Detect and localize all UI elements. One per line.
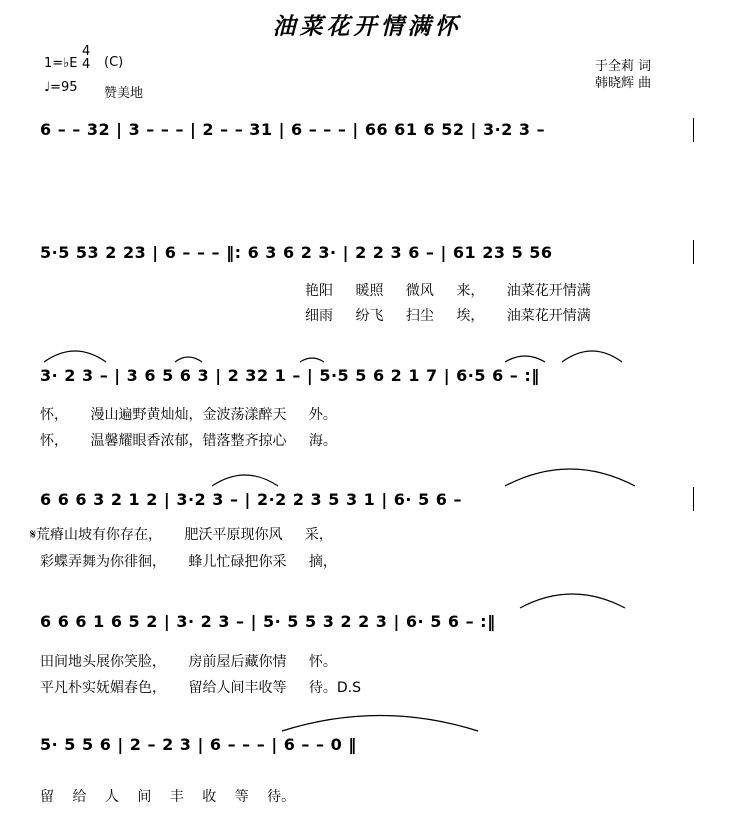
slur [505,356,545,362]
slur [300,358,324,362]
time-c: (C) [104,55,124,70]
system-4-lyrics-1: 𝄋荒瘠山坡有你存在， 肥沃平原现你风 采， [30,527,333,543]
system-6-notes: 5· 5 5 6 | 2 – 2 3 | 6 – – – | 6 – – 0 ‖ [40,735,357,754]
expression-mark: 赞美地 [104,86,144,101]
system-3-lyrics-1: 怀， 漫山遍野黄灿灿，金波荡漾醉天 外。 [40,407,337,423]
key-prefix: 1= [44,56,64,71]
slur [282,716,478,732]
system-2-lyrics-1: 艳阳 暖照 微风 来， 油菜花开情满 [305,283,591,299]
system-6-lyrics: 留 给 人 间 丰 收 等 待。 [40,789,296,805]
tempo-value: =95 [50,80,78,95]
slur [562,351,622,362]
quarter-note-icon: ♩ [44,80,51,95]
song-title: 油菜花开情满怀 [272,13,462,40]
system-4-lyrics-2: 彩蝶弄舞为你徘徊， 蜂儿忙碌把你采 摘， [40,554,337,570]
key-flat-e: ♭E [63,56,78,71]
system-1-notes: 6 – – 32 | 3 – – – | 2 – – 31 | 6 – – – | 66 61 6 52 | 3·2 3 – [40,120,546,139]
system-2-notes: 5·5 53 2 23 | 6 – – – ‖: 6 3 6 2 3· | 2 2 3 6 – | 61 23 5 56 [40,243,553,262]
system-2-lyrics-2: 细雨 纷飞 扫尘 埃， 油菜花开情满 [305,308,591,324]
system-4-notes: 6 6 6 3 2 1 2 | 3·2 3 – | 2·2 2 3 5 3 1 | 6· 5 6 – [40,490,462,509]
time-top: 4 [82,44,91,59]
system-5-notes: 6 6 6 1 6 5 2 | 3· 2 3 – | 5· 5 5 3 2 2 3 | 6· 5 6 – :‖ [40,612,496,631]
slur [44,351,106,362]
slur [505,469,635,486]
system-3-notes: 3· 2 3 – | 3 6 5 6 3 | 2 32 1 – | 5·5 5 6 2 1 7 | 6·5 6 – :‖ [40,366,540,385]
slur [212,475,278,486]
system-3-lyrics-2: 怀， 温馨耀眼香浓郁，错落整齐掠心 海。 [40,433,337,449]
time-bottom: 4 [82,57,91,72]
composer-credit: 韩晓辉 曲 [595,76,652,91]
slur [520,594,625,608]
system-5-lyrics-1: 田间地头展你笑脸， 房前屋后藏你情 怀。 [40,654,337,670]
lyricist-credit: 于全莉 词 [595,59,652,74]
system-5-lyrics-2: 平凡朴实妩媚春色， 留给人间丰收等 待。D.S [40,680,362,696]
slur [175,357,202,362]
